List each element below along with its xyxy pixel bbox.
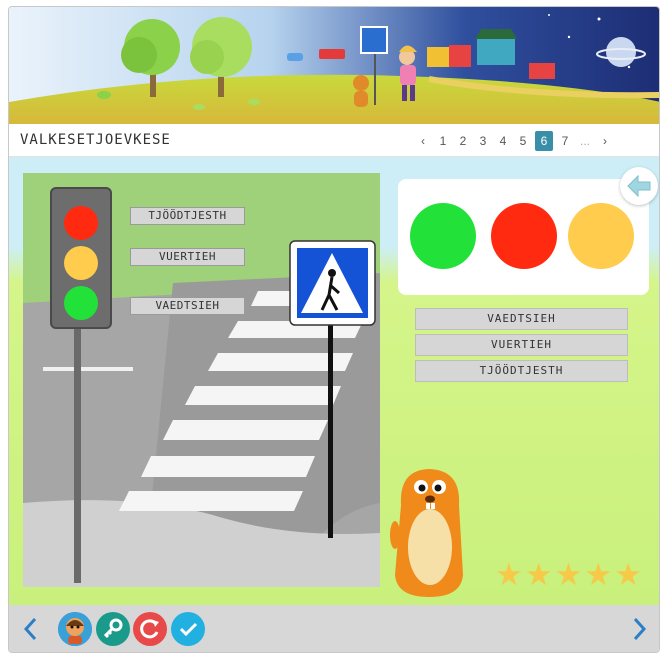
yellow-circle[interactable] [568,203,634,269]
refresh-icon [133,612,167,646]
back-arrow-icon [620,167,658,205]
exercise-area [9,157,660,605]
check-icon [171,612,205,646]
pager-page-3[interactable]: 3 [479,134,487,148]
green-circle[interactable] [410,203,476,269]
color-circles-card [398,179,649,295]
traffic-light-red [64,206,98,240]
pager-page-current[interactable]: 6 [535,131,553,151]
traffic-light-yellow [64,246,98,280]
answer-option-2[interactable]: VUERTIEH [415,334,628,356]
back-arrow-button[interactable] [620,167,658,205]
pagination [413,131,615,151]
avatar-button[interactable] [58,612,92,646]
pager-page-7[interactable]: 7 [561,134,569,148]
star-icon: ★ [554,557,583,593]
pager-page-1[interactable]: 1 [439,134,447,148]
banner-illustration [9,7,660,124]
star-icon: ★ [584,557,613,593]
star-icon: ★ [495,557,523,593]
star-icon: ★ [524,557,553,593]
pager-page-2[interactable]: 2 [459,134,467,148]
refresh-button[interactable] [133,612,167,646]
key-icon [96,612,130,646]
bottom-toolbar [9,605,660,653]
chevron-right-icon[interactable] [631,616,649,647]
avatar [58,612,92,646]
chevron-left-icon[interactable] [21,616,39,647]
page-title: VALKESETJOEVKESE [20,132,171,148]
street-scene [23,173,380,587]
pager-next[interactable]: › [603,134,607,148]
pager-prev[interactable]: ‹ [421,134,425,148]
traffic-light-green [64,286,98,320]
app-frame [8,6,660,653]
check-button[interactable] [171,612,205,646]
scene-label-yellow[interactable]: VUERTIEH [130,248,245,266]
answer-option-1[interactable]: VAEDTSIEH [415,308,628,330]
title-bar [9,124,660,157]
pager-ellipsis: ... [579,134,590,148]
pager-page-5[interactable]: 5 [519,134,527,148]
star-icon: ★ [614,557,642,593]
pager-page-4[interactable]: 4 [499,134,507,148]
scene-label-red[interactable]: TJÖÖDTJESTH [130,207,245,225]
red-circle[interactable] [491,203,557,269]
scene-label-green[interactable]: VAEDTSIEH [130,297,245,315]
answer-option-3[interactable]: TJÖÖDTJESTH [415,360,628,382]
key-button[interactable] [96,612,130,646]
star-rating [495,557,642,593]
beaver-mascot [389,465,469,600]
